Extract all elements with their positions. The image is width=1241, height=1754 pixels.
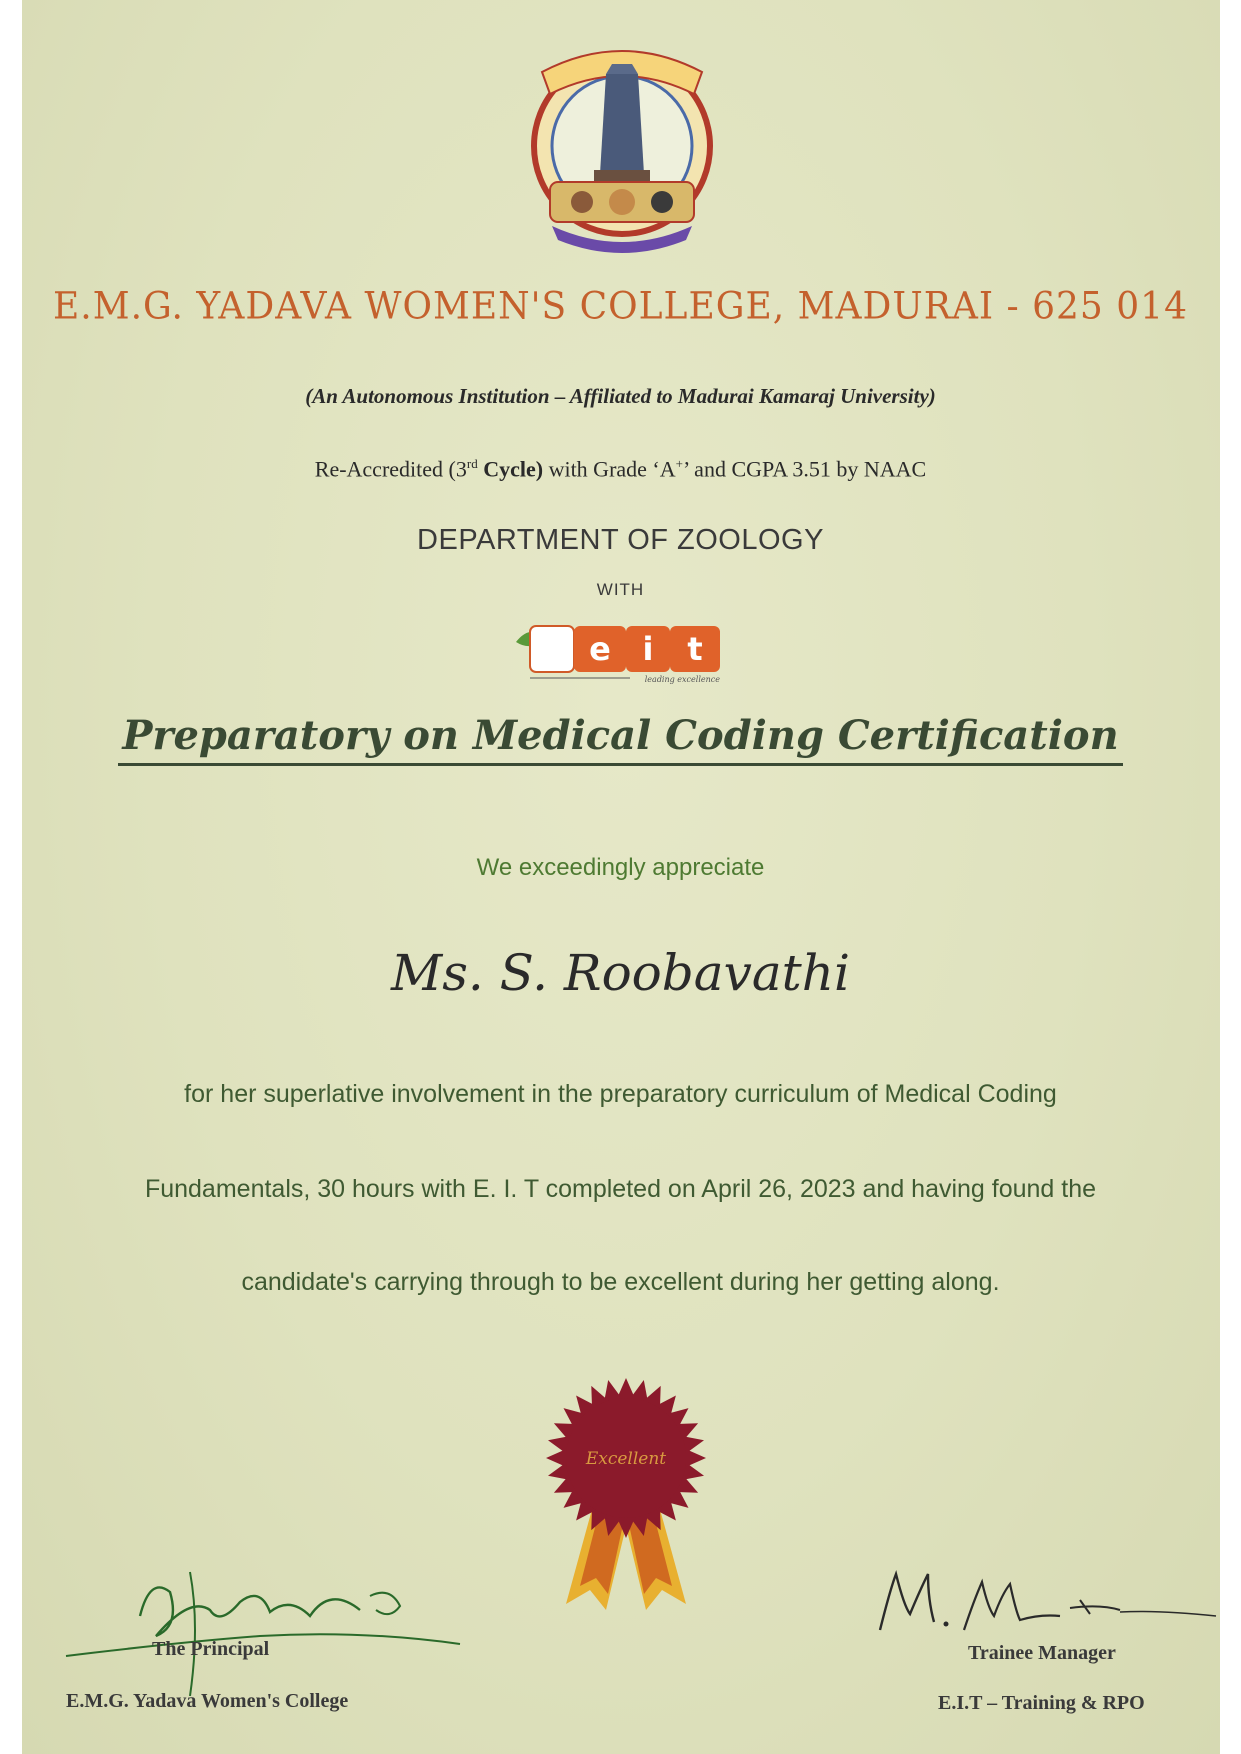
excellent-seal — [536, 1372, 716, 1612]
appreciation-text: We exceedingly appreciate — [476, 854, 765, 881]
accreditation-grade-prefix: with Grade ‘A — [543, 456, 676, 482]
manager-signature — [870, 1560, 1220, 1640]
course-title-text: Preparatory on Medical Coding Certification — [118, 712, 1122, 766]
with-text: WITH — [596, 580, 645, 599]
eit-logo — [510, 618, 736, 686]
body-line-1: for her superlative involvement in the preparatory curriculum of Medical Coding — [184, 1080, 1057, 1108]
college-emblem — [522, 34, 722, 254]
principal-organization: E.M.G. Yadava Women's College — [66, 1690, 349, 1712]
seal-label: Excellent — [585, 1449, 667, 1469]
accreditation-cycle: Cycle) — [477, 456, 544, 482]
college-name: E.M.G. YADAVA WOMEN'S COLLEGE, MADURAI - 625 014 — [53, 284, 1188, 329]
principal-role: The Principal — [152, 1638, 270, 1660]
department-name: DEPARTMENT OF ZOOLOGY — [417, 524, 824, 556]
manager-role: Trainee Manager — [968, 1642, 1116, 1664]
body-line-3: candidate's carrying through to be excellent during her getting along. — [241, 1268, 1000, 1296]
accreditation-suffix: ’ and CGPA 3.51 by NAAC — [682, 456, 927, 482]
recipient-name: Ms. S. Roobavathi — [391, 944, 850, 1002]
accreditation-grade-sup: + — [675, 456, 683, 471]
logo-tagline: leading excellence — [644, 675, 720, 684]
course-title — [0, 712, 1241, 759]
accreditation-text — [0, 456, 1241, 482]
principal-signature — [60, 1556, 480, 1696]
logo-letter-i: i — [642, 630, 654, 668]
body-line-2: Fundamentals, 30 hours with E. I. T completed on April 26, 2023 and having found the — [144, 1175, 1097, 1203]
accreditation-prefix: Re-Accredited (3 — [314, 456, 467, 482]
logo-letter-t: t — [687, 630, 703, 668]
logo-letter-e: e — [589, 630, 611, 668]
accreditation-sup: rd — [466, 456, 478, 471]
affiliation-text: (An Autonomous Institution – Affiliated to Madurai Kamaraj University) — [305, 384, 936, 408]
manager-organization: E.I.T – Training & RPO — [938, 1692, 1145, 1714]
